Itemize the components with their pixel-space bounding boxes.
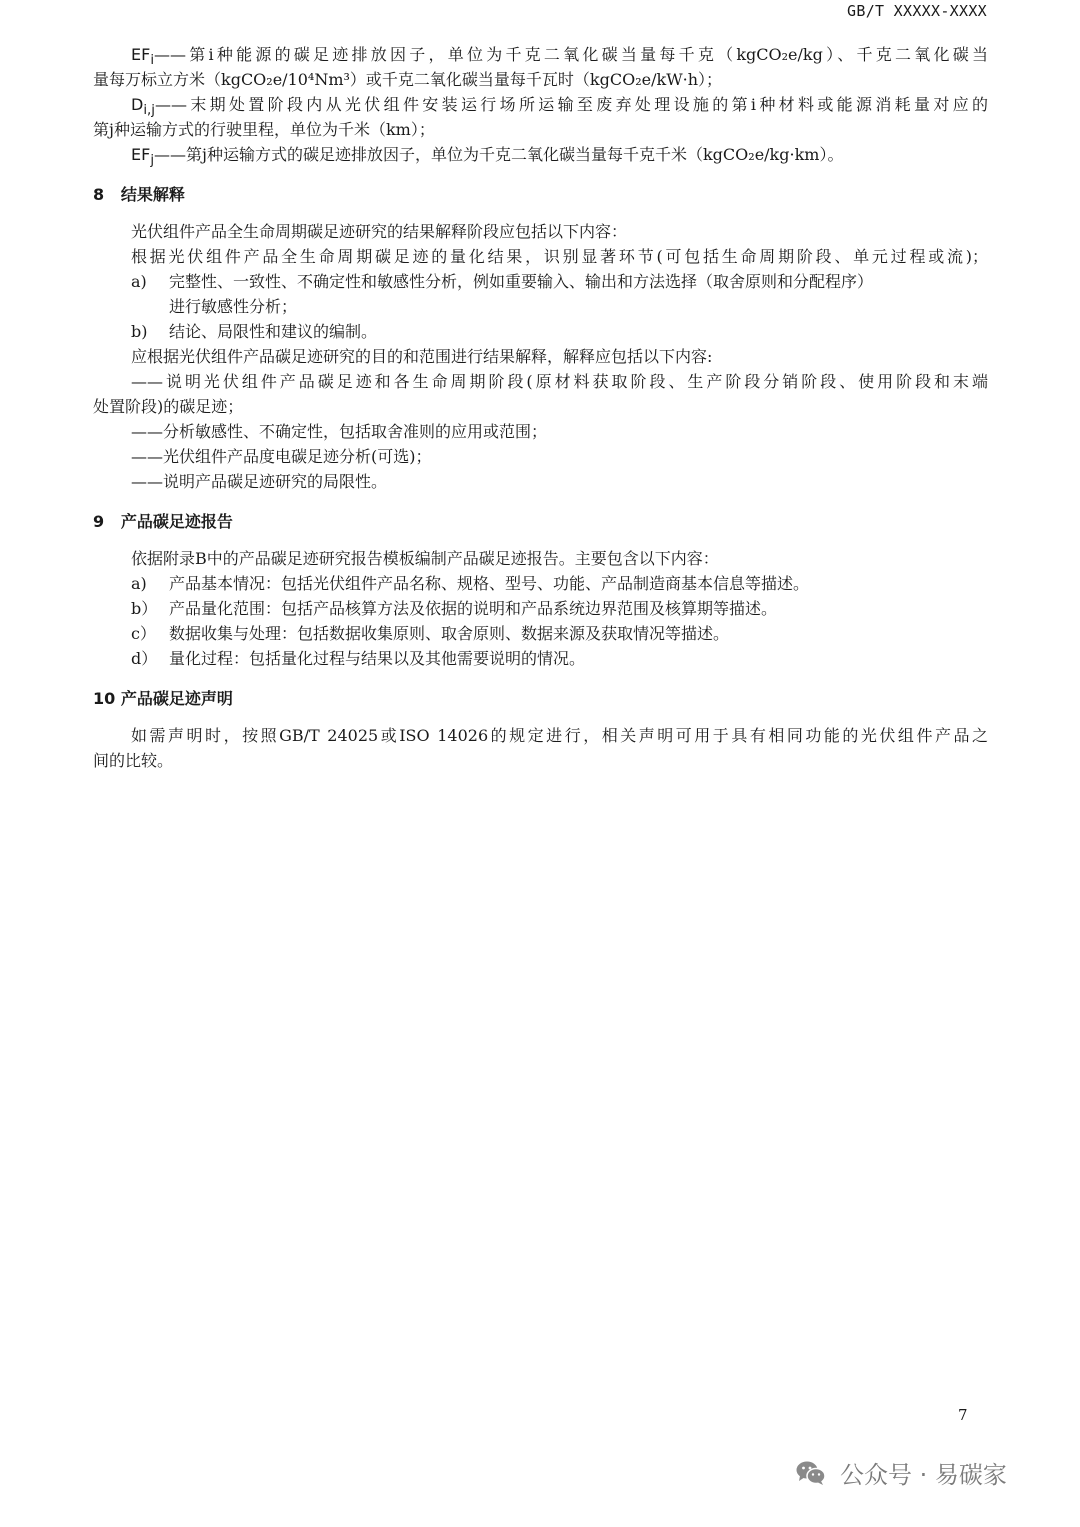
definition-ef-i-line2: 量每万标立方米（kgCO₂e/10⁴Nm³）或千克二氧化碳当量每千瓦时（kgCO₂e/kW·h）；: [93, 70, 723, 89]
section-number: 10: [93, 689, 116, 708]
list-item: b) 结论、局限性和建议的编制。: [93, 319, 988, 344]
list-item: b） 产品量化范围：包括产品核算方法及依据的说明和产品系统边界范围及核算期等描述。: [93, 596, 988, 621]
section-title: 产品碳足迹声明: [120, 689, 233, 708]
section-8-heading: [93, 182, 988, 207]
dash-item-2: ——分析敏感性、不确定性，包括取舍准则的应用或范围；: [131, 422, 548, 441]
section-9-heading: [93, 509, 988, 534]
list-item: c） 数据收集与处理：包括数据收集原则、取舍原则、数据来源及获取情况等描述。: [93, 621, 988, 646]
item-label: b）: [131, 599, 158, 618]
watermark-text: 公众号 · 易碳家: [840, 1461, 1007, 1489]
section-title: 结果解释: [120, 185, 185, 204]
wechat-icon: [796, 1460, 826, 1486]
item-label: d）: [131, 649, 158, 668]
section-number: 9: [93, 512, 105, 531]
list-item: a) 完整性、一致性、不确定性和敏感性分析，例如重要输入、输出和方法选择（取舍原则和分配程序）: [93, 269, 988, 294]
dash-item-3: ——光伏组件产品度电碳足迹分析(可选)；: [131, 447, 432, 466]
dash-item-4: ——说明产品碳足迹研究的局限性。: [131, 472, 388, 491]
section-8-purpose: 应根据光伏组件产品碳足迹研究的目的和范围进行结果解释，解释应包括以下内容:: [131, 347, 713, 366]
definition-d-ij-line2: 第j种运输方式的行驶里程，单位为千米（km）；: [93, 120, 435, 139]
section-8-basis: 根据光伏组件产品全生命周期碳足迹的量化结果，识别显著环节(可包括生命周期阶段、单元过程或流)；: [131, 247, 988, 266]
section-10-line2: 间的比较。: [93, 751, 174, 770]
section-10-line1: 如需声明时，按照GB/T 24025或ISO 14026的规定进行，相关声明可用于具有相同功能的光伏组件产品之: [131, 726, 988, 745]
item-label: a): [131, 272, 147, 291]
symbol-ef-i: $EF_i$: [131, 45, 155, 69]
section-8-intro: 光伏组件产品全生命周期碳足迹研究的结果解释阶段应包括以下内容：: [131, 222, 628, 241]
document-code-header: GB/T XXXXX-XXXX: [847, 2, 987, 20]
symbol-d-ij: $D_{i,j}$: [131, 95, 155, 119]
item-label: a): [131, 574, 147, 593]
symbol-ef-j: $EF_j$: [131, 145, 155, 169]
definition-d-ij-line1: $D_{i,j}——$末期处置阶段内从光伏组件安装运行场所运输至废弃处理设施的第i种材料或能源消耗量对应的: [131, 95, 988, 119]
list-item-continuation: 进行敏感性分析；: [169, 297, 298, 316]
section-number: 8: [93, 185, 105, 204]
dash-item-1-line1: ——说明光伏组件产品碳足迹和各生命周期阶段(原材料获取阶段、生产阶段分销阶段、使用阶段和末端: [131, 372, 988, 391]
dash-item-1-line2: 处置阶段)的碳足迹；: [93, 397, 244, 416]
list-item: a) 产品基本情况：包括光伏组件产品名称、规格、型号、功能、产品制造商基本信息等描述。: [93, 571, 988, 596]
page-content: [93, 42, 988, 773]
item-label: c）: [131, 624, 156, 643]
wechat-watermark: [796, 1455, 1007, 1490]
item-label: b): [131, 322, 148, 341]
section-title: 产品碳足迹报告: [120, 512, 233, 531]
list-item: d） 量化过程：包括量化过程与结果以及其他需要说明的情况。: [93, 646, 988, 671]
section-9-intro: 依据附录B中的产品碳足迹研究报告模板编制产品碳足迹报告。主要包含以下内容：: [131, 549, 719, 568]
definition-ef-j: $EF_j——$第j种运输方式的碳足迹排放因子，单位为千克二氧化碳当量每千克千米（kgCO₂e/kg·km）。: [131, 145, 844, 169]
section-10-heading: [93, 686, 988, 711]
page-number: 7: [958, 1406, 968, 1424]
definition-ef-i-line1: $EF_i——$第i种能源的碳足迹排放因子，单位为千克二氧化碳当量每千克（kgCO₂e/kg）、千克二氧化碳当: [131, 45, 988, 69]
